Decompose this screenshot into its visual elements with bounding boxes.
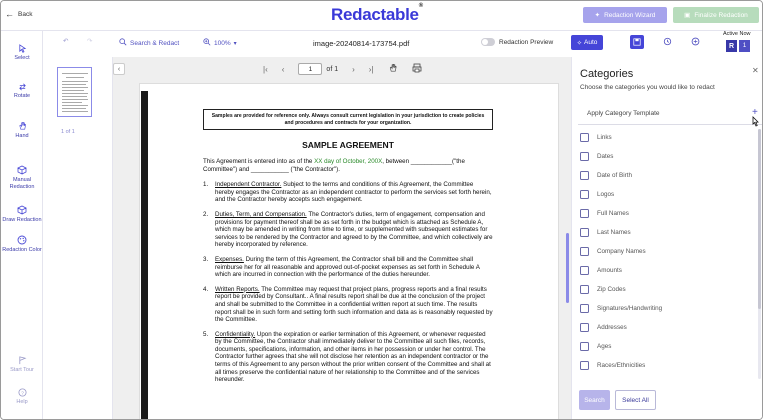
- checkbox[interactable]: [580, 304, 589, 313]
- mouse-pointer-icon: [750, 116, 760, 128]
- tool-label: Select: [14, 55, 30, 61]
- clause: [203, 181, 493, 204]
- print-icon[interactable]: [412, 63, 422, 75]
- notice-box: Samples are provided for reference only. Always consult current legislation in your jurisdiction to create policies and procedures and contracts for your organization.: [203, 109, 493, 130]
- hand-icon: [17, 121, 27, 131]
- thumbnail-label: 1 of 1: [61, 129, 75, 135]
- clause: [203, 286, 493, 324]
- category-list: [580, 133, 755, 377]
- palette-icon: [17, 235, 27, 245]
- category-template-select[interactable]: [578, 105, 762, 125]
- avatar[interactable]: R: [726, 40, 737, 52]
- plus-icon[interactable]: +: [752, 107, 758, 118]
- auto-label: Auto: [584, 39, 598, 46]
- close-icon[interactable]: ✕: [752, 66, 759, 75]
- clause-text: [215, 286, 493, 324]
- clause-body: During the term of this Agreement, the Contractor shall bill and the Committee shall reimburse her for all reasonable and approved out-of-pocket expenses as set forth in Schedule A which are incurred in connection with the performance of the duties hereunder.: [215, 255, 480, 279]
- clause-text: [215, 331, 493, 384]
- template-label: Apply Category Template: [587, 110, 660, 117]
- panel-title: Categories: [580, 68, 634, 80]
- brain-icon: [691, 33, 700, 51]
- preview-label: Redaction Preview: [499, 38, 554, 46]
- redo-button[interactable]: [87, 37, 92, 45]
- clause-body: Subject to the terms and conditions of this Agreement, the Committee hereby engages the Contractor as an independent contractor to perform the services set forth herein, and the Contractor hereby accepts such engagement.: [215, 181, 492, 204]
- intro-text: This Agreement is entered into as of the: [203, 158, 315, 165]
- logo-mark: ®: [418, 3, 423, 9]
- flag-icon: [17, 355, 27, 365]
- chevron-down-icon: ▾: [233, 40, 237, 47]
- search-redact-button[interactable]: [119, 38, 179, 48]
- tool-hand[interactable]: [1, 121, 43, 140]
- first-page-icon[interactable]: |‹: [263, 64, 268, 74]
- category-label: Links: [597, 134, 612, 141]
- start-tour-label: Start Tour: [10, 367, 34, 373]
- checkbox[interactable]: [580, 133, 589, 142]
- document-scrollbar[interactable]: [566, 233, 569, 303]
- clause-heading: Written Reports.: [215, 285, 260, 293]
- last-page-icon[interactable]: ›|: [368, 64, 374, 74]
- category-scrollbar[interactable]: [758, 129, 761, 379]
- clause-heading: Expenses.: [215, 255, 244, 263]
- tool-rail: [1, 31, 43, 420]
- checkbox[interactable]: [580, 342, 589, 351]
- back-button[interactable]: [5, 9, 32, 19]
- tool-rotate[interactable]: [1, 81, 43, 100]
- intro-date: XX day of October, 200X: [314, 158, 383, 165]
- clause: [203, 211, 493, 249]
- history-button[interactable]: [660, 35, 674, 49]
- check-icon: ▣: [684, 12, 691, 19]
- save-button[interactable]: [630, 35, 644, 49]
- search-icon: [119, 38, 127, 48]
- tool-select[interactable]: [1, 43, 43, 62]
- checkbox[interactable]: [580, 266, 589, 275]
- category-label: Addresses: [597, 324, 627, 331]
- document-content: [203, 109, 493, 391]
- category-item[interactable]: [580, 152, 613, 161]
- clause: [203, 331, 493, 384]
- redaction-preview-toggle[interactable]: [481, 38, 553, 46]
- checkbox[interactable]: [580, 285, 589, 294]
- draw-redaction-icon: [17, 205, 27, 215]
- category-label: Zip Codes: [597, 286, 626, 293]
- page-input[interactable]: 1: [298, 63, 322, 75]
- category-label: Amounts: [597, 267, 622, 274]
- prev-page-icon[interactable]: ‹: [281, 64, 285, 74]
- category-item[interactable]: [580, 266, 622, 275]
- cursor-icon: [17, 43, 27, 53]
- select-all-button[interactable]: Select All: [615, 390, 656, 410]
- start-tour-button[interactable]: [1, 355, 43, 374]
- clause-number: 2.: [203, 210, 209, 218]
- collapse-thumbnails-button[interactable]: [113, 63, 125, 75]
- zoom-icon: [203, 38, 211, 48]
- tool-label: Manual Redaction: [9, 177, 35, 190]
- help-label: Help: [16, 399, 28, 405]
- undo-button[interactable]: [63, 37, 68, 45]
- clause-number: 5.: [203, 330, 209, 338]
- checkbox[interactable]: [580, 361, 589, 370]
- clause-list: [203, 181, 493, 384]
- chevron-left-icon: ‹: [117, 65, 121, 73]
- category-item[interactable]: [580, 228, 631, 237]
- document-toolbar: [43, 31, 763, 57]
- category-label: Ages: [597, 343, 612, 350]
- active-now-label: Active Now: [723, 31, 751, 37]
- intro-text-end: , between ____________("the Committee") and ___________ ("the Contractor").: [203, 158, 465, 173]
- category-item[interactable]: [580, 285, 626, 294]
- category-label: Last Names: [597, 229, 631, 236]
- search-button[interactable]: Search: [579, 390, 610, 410]
- redo-icon: ↷: [87, 38, 93, 45]
- category-item[interactable]: [580, 190, 614, 199]
- clause-number: 1.: [203, 181, 209, 189]
- clause-body: Upon the expiration or earlier termination of this Agreement, or whenever requested by the Committee, the Contractor shall immediately deliver to the Committee all such files, records, documents, specifications, information, and other items in her possession or under her control. The Contractor further agrees that she will not disclose her retention as an independent contractor or the terms of this Agreement to any person without the prior written consent of the Committee and shall at all times preserve the confidential nature of her relationship to the Committee and of the services hereunder.: [215, 330, 491, 384]
- finalize-label: Finalize Redaction: [694, 11, 748, 19]
- rotate-icon: [17, 81, 27, 91]
- active-users[interactable]: [726, 40, 750, 52]
- logo: [331, 5, 423, 25]
- tool-label: Redaction Color: [2, 247, 42, 253]
- tool-label: Hand: [15, 133, 29, 139]
- category-item[interactable]: [580, 209, 629, 218]
- thumbnail-panel: [43, 57, 113, 420]
- search-label: Search & Redact: [130, 39, 180, 47]
- tool-label: Draw Redaction: [2, 217, 42, 223]
- category-item[interactable]: [580, 323, 627, 332]
- save-icon: [633, 33, 641, 51]
- svg-text:?: ?: [20, 390, 24, 396]
- category-label: Date of Birth: [597, 172, 632, 179]
- page-count: of 1: [326, 65, 339, 73]
- active-count: 1: [739, 40, 750, 52]
- category-label: Signatures/Handwriting: [597, 305, 663, 312]
- clause-body: The Contractor's duties, term of engagement, compensation and provisions for payment thereof shall be as set forth in the budget which is attached as Schedule A, which may be amended in writing from time to time, or supplemented with subsequent estimates for services to be rendered by the Contractor and agreed to by the Committee, and which collectively are hereby incorporated by reference.: [215, 210, 493, 249]
- intro-paragraph: [203, 158, 493, 173]
- wand-icon: ✦: [594, 12, 601, 19]
- category-item[interactable]: [580, 342, 611, 351]
- help-icon: [17, 387, 27, 397]
- wizard-label: Redaction Wizard: [604, 11, 656, 19]
- checkbox[interactable]: [580, 190, 589, 199]
- clause-heading: Confidentiality.: [215, 330, 256, 338]
- zoom-value: 100%: [214, 39, 231, 47]
- clause-body: The Committee may request that project plans, progress reports and a final results report be provided by Consultant.. A final results report shall be due at the conclusion of the project and shall be submitted to the Committee in a confidential written report at such time. The results report shall be in such form and setting forth such information and data as is reasonably requested by the Committee.: [215, 285, 493, 324]
- category-item[interactable]: [580, 304, 662, 313]
- finalize-redaction-button[interactable]: [673, 7, 759, 23]
- top-header: [1, 1, 763, 31]
- back-label: Back: [18, 10, 33, 18]
- clause-heading: Duties, Term, and Compensation.: [215, 210, 307, 218]
- zoom-dropdown[interactable]: [203, 38, 237, 48]
- arrow-left-icon: ←: [5, 9, 14, 19]
- category-label: Dates: [597, 153, 614, 160]
- clause-text: [215, 256, 493, 279]
- tool-draw-redaction[interactable]: [1, 205, 43, 224]
- help-button[interactable]: [1, 387, 43, 406]
- scroll-thumb[interactable]: [758, 129, 761, 309]
- clause-number: 4.: [203, 285, 209, 293]
- clause: [203, 256, 493, 279]
- sparkle-icon: ✧: [576, 39, 583, 47]
- toggle-switch[interactable]: [481, 38, 495, 46]
- checkbox[interactable]: [580, 171, 589, 180]
- checkbox[interactable]: [580, 247, 589, 256]
- manual-redaction-icon: [17, 165, 27, 175]
- clause-text: [215, 211, 493, 249]
- categories-panel: [571, 57, 763, 420]
- tool-redaction-color[interactable]: [1, 235, 43, 254]
- document-title: SAMPLE AGREEMENT: [302, 140, 394, 150]
- checkbox[interactable]: [580, 152, 589, 161]
- category-label: Company Names: [597, 248, 646, 255]
- panel-subtitle: Choose the categories you would like to redact: [580, 84, 715, 91]
- category-label: Full Names: [597, 210, 629, 217]
- logo-text: Redactable: [331, 5, 419, 24]
- checkbox[interactable]: [580, 228, 589, 237]
- file-name: image-20240814-173754.pdf: [313, 39, 410, 48]
- clause-number: 3.: [203, 255, 209, 263]
- category-item[interactable]: [580, 247, 646, 256]
- clause-text: [215, 181, 493, 204]
- category-item[interactable]: [580, 361, 645, 370]
- next-page-icon[interactable]: ›: [352, 64, 355, 74]
- category-item[interactable]: [580, 171, 632, 180]
- ai-button[interactable]: [688, 35, 702, 49]
- pager: [263, 63, 422, 75]
- auto-button[interactable]: [571, 35, 603, 50]
- checkbox[interactable]: [580, 209, 589, 218]
- page-edge: [141, 91, 148, 420]
- category-label: Races/Ethnicities: [597, 362, 646, 369]
- category-item[interactable]: [580, 133, 612, 142]
- clause-heading: Independent Contractor.: [215, 181, 282, 189]
- hand-tool-icon[interactable]: [388, 63, 398, 75]
- history-icon: [663, 33, 672, 51]
- category-label: Logos: [597, 191, 615, 198]
- redaction-wizard-button[interactable]: [583, 7, 667, 23]
- tool-label: Rotate: [13, 93, 31, 99]
- undo-icon: ↶: [63, 38, 69, 45]
- checkbox[interactable]: [580, 323, 589, 332]
- page-thumbnail[interactable]: [57, 67, 92, 117]
- tool-manual-redaction[interactable]: [1, 165, 43, 190]
